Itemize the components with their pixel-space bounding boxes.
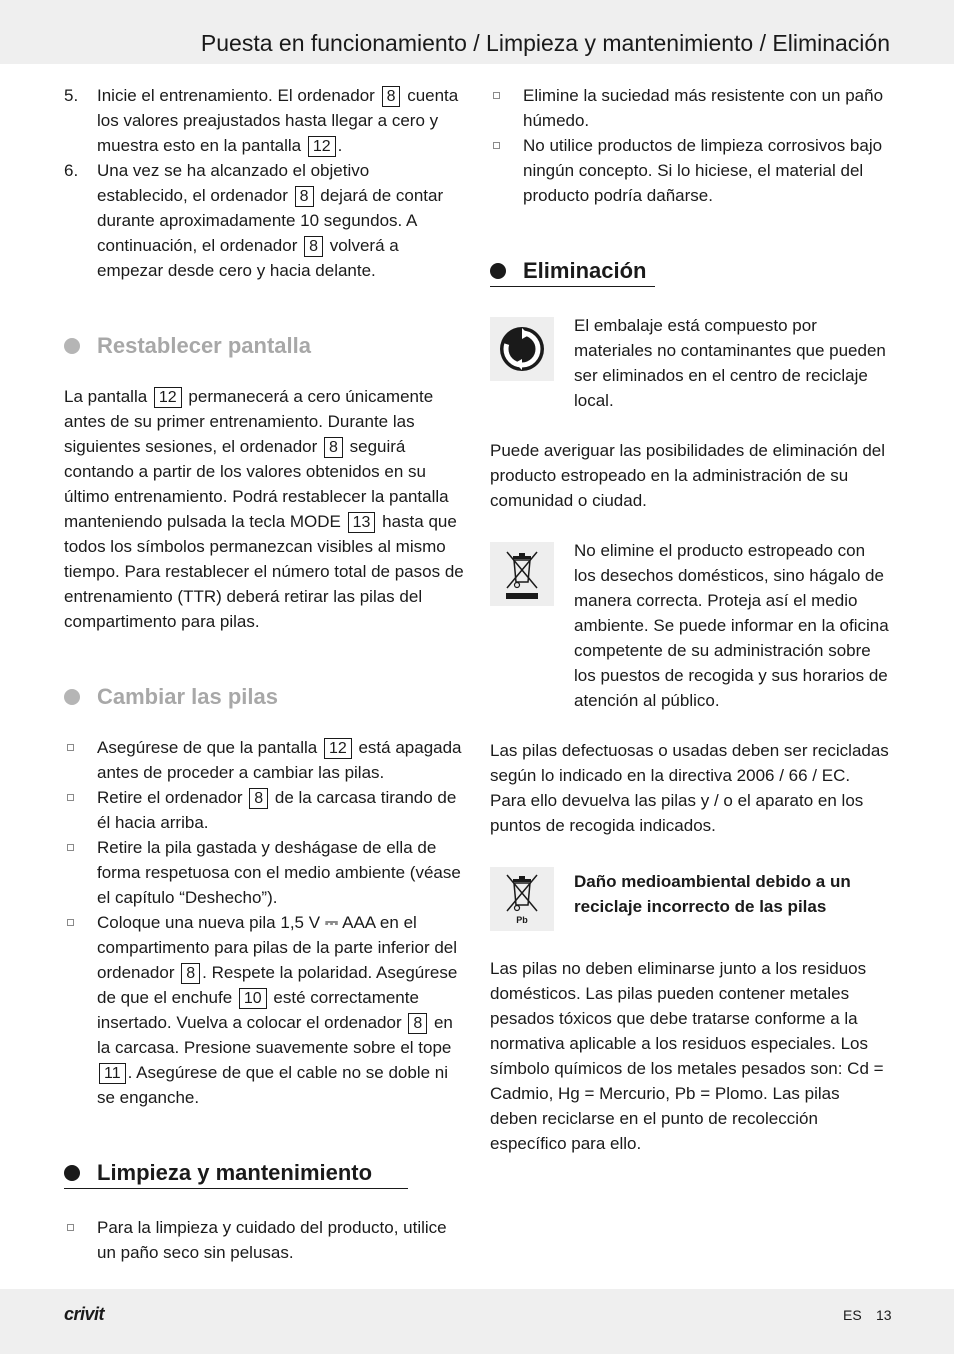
step-text: . — [337, 136, 343, 155]
square-bullet-icon — [67, 1224, 74, 1231]
list-item — [490, 133, 890, 208]
disposal-options-text: Puede averiguar las posibilidades de eliminación del producto estropeado en la administración de su comunidad o ciudad. — [490, 441, 886, 510]
list-item — [64, 785, 464, 835]
ref-badge: 8 — [408, 1013, 427, 1034]
item-text: en la carcasa. Presione suavemente sobre el tope — [97, 1013, 453, 1057]
weee-text: No elimine el producto estropeado con los desechos domésticos, sino hágalo de manera correcta. Proteja así el medio ambiente. Se puede informar en la oficina competente de su administración sobre los puestos de recogida y sus horarios de atención al público. — [574, 541, 889, 710]
ref-badge: 11 — [99, 1063, 126, 1084]
green-dot-recycling-icon — [490, 317, 554, 381]
page-header — [0, 0, 954, 64]
item-text: Elimine la suciedad más resistente con un paño húmedo. — [523, 86, 884, 130]
battery-warning-block — [490, 863, 890, 931]
bullet-dot-icon — [64, 689, 80, 705]
section-title: Limpieza y mantenimiento — [97, 1160, 373, 1185]
square-bullet-icon — [493, 142, 500, 149]
item-text: está apagada antes de proceder a cambiar las pilas. — [97, 738, 462, 782]
paragraph-text: seguirá contando a partir de los valores obtenidos en su último entrenamiento. Podrá restablecer la pantalla manteniendo pulsada la tecla MODE — [64, 437, 449, 531]
ref-badge: 8 — [382, 86, 401, 107]
item-text: de la carcasa tirando de él hacia arriba. — [97, 788, 457, 832]
ref-badge: 8 — [181, 963, 200, 984]
heavy-metals-text: Las pilas no deben eliminarse junto a los residuos domésticos. Las pilas pueden contener metales pesados tóxicos que debe tratarse conforme a la normativa aplicable a los residuos especiales. Los símbolo químicos de los metales pesados son: Cd = Cadmio, Hg = Mercurio, Pb = Plomo. Las pilas deben reciclarse en el punto de recolección específico para ello. — [490, 959, 884, 1153]
step-text: volverá a empezar desde cero y hacia delante. — [97, 236, 399, 280]
item-text: No utilice productos de limpieza corrosivos bajo ningún concepto. Si lo hiciese, el material del producto podría dañarse. — [523, 136, 883, 205]
steps-list — [64, 83, 464, 283]
item-text: esté correctamente insertado. Vuelva a colocar el ordenador — [97, 988, 419, 1032]
page-footer — [0, 1289, 954, 1354]
reset-paragraph — [64, 384, 464, 634]
packaging-block — [490, 313, 890, 413]
language-code: ES — [843, 1307, 862, 1323]
list-item — [490, 83, 890, 133]
list-item — [64, 910, 464, 1110]
step-number: 5. — [64, 86, 79, 105]
weee-block — [490, 538, 890, 713]
list-item — [64, 735, 464, 785]
square-bullet-icon — [67, 794, 74, 801]
section-heading-batteries — [64, 684, 464, 709]
battery-warning-text: Daño medioambiental debido a un reciclaje incorrecto de las pilas — [574, 872, 851, 916]
ref-badge: 12 — [154, 387, 182, 408]
step-text: dejará de contar durante aproximadamente 10 segundos. A continuación, el ordenador — [97, 186, 444, 255]
item-text: . Respete la polaridad. Asegúrese de que el enchufe — [97, 963, 458, 1007]
square-bullet-icon — [67, 744, 74, 751]
item-text: Asegúrese de que la pantalla — [97, 738, 322, 757]
page-number: 13 — [876, 1307, 892, 1323]
section-title: Cambiar las pilas — [97, 684, 278, 709]
battery-bin-pb-icon — [490, 867, 554, 931]
cleaning-list-continued — [490, 83, 890, 208]
list-item — [64, 835, 464, 910]
section-title: Eliminación — [523, 258, 647, 283]
step-text: Inicie el entrenamiento. El ordenador — [97, 86, 380, 105]
ref-badge: 12 — [308, 136, 336, 157]
list-item — [64, 1215, 464, 1265]
section-heading-disposal — [490, 258, 655, 287]
item-text: Retire el ordenador — [97, 788, 248, 807]
square-bullet-icon — [67, 844, 74, 851]
section-heading-cleaning — [64, 1160, 408, 1189]
paragraph-text: permanecerá a cero únicamente antes de su primer entrenamiento. Durante las siguientes sesiones, el ordenador — [64, 387, 434, 456]
crossed-bin-icon — [490, 542, 554, 606]
page-title: Puesta en funcionamiento / Limpieza y mantenimiento / Eliminación — [200, 30, 890, 56]
section-heading-reset — [64, 333, 464, 358]
ref-badge: 8 — [249, 788, 268, 809]
batteries-list — [64, 735, 464, 1110]
section-title: Restablecer pantalla — [97, 333, 311, 358]
list-item — [64, 158, 464, 283]
bullet-dot-icon — [64, 1165, 80, 1181]
item-text: Coloque una nueva pila 1,5 V ⎓ AAA en el compartimento para pilas de la parte inferior del ordenador — [97, 913, 458, 982]
paragraph-text: La pantalla — [64, 387, 152, 406]
ref-badge: 10 — [239, 988, 267, 1009]
item-text: Retire la pila gastada y deshágase de ella de forma respetuosa con el medio ambiente (véase el capítulo “Deshecho”). — [97, 838, 461, 907]
ref-badge: 13 — [348, 512, 376, 533]
list-item — [64, 83, 464, 158]
pb-label: Pb — [516, 915, 528, 925]
cleaning-list — [64, 1215, 464, 1265]
square-bullet-icon — [67, 919, 74, 926]
packaging-text: El embalaje está compuesto por materiales no contaminantes que pueden ser eliminados en el centro de reciclaje local. — [574, 316, 886, 410]
step-number: 6. — [64, 161, 79, 180]
item-text: Para la limpieza y cuidado del producto, utilice un paño seco sin pelusas. — [97, 1218, 447, 1262]
ref-badge: 12 — [324, 738, 352, 759]
right-column — [490, 83, 890, 1156]
paragraph-text: hasta que todos los símbolos permanezcan visibles al mismo tiempo. Para restablecer el número total de pasos de entrenamiento (TTR) deberá retirar las pilas del compartimento para pilas. — [64, 512, 464, 631]
ref-badge: 8 — [324, 437, 343, 458]
batteries-directive-text: Las pilas defectuosas o usadas deben ser recicladas según lo indicado en la directiva 2006 / 66 / EC. Para ello devuelva las pilas y / o el aparato en los puntos de recogida indicados. — [490, 741, 889, 835]
step-text: cuenta los valores preajustados hasta llegar a cero y muestra esto en la pantalla — [97, 86, 459, 155]
bullet-dot-icon — [64, 338, 80, 354]
bullet-dot-icon — [490, 263, 506, 279]
brand-logo: crivit — [64, 1304, 105, 1324]
item-text: . Asegúrese de que el cable no se doble ni se enganche. — [97, 1063, 449, 1107]
left-column — [64, 83, 464, 1265]
step-text: Una vez se ha alcanzado el objetivo establecido, el ordenador — [97, 161, 370, 205]
square-bullet-icon — [493, 92, 500, 99]
ref-badge: 8 — [295, 186, 314, 207]
ref-badge: 8 — [304, 236, 323, 257]
